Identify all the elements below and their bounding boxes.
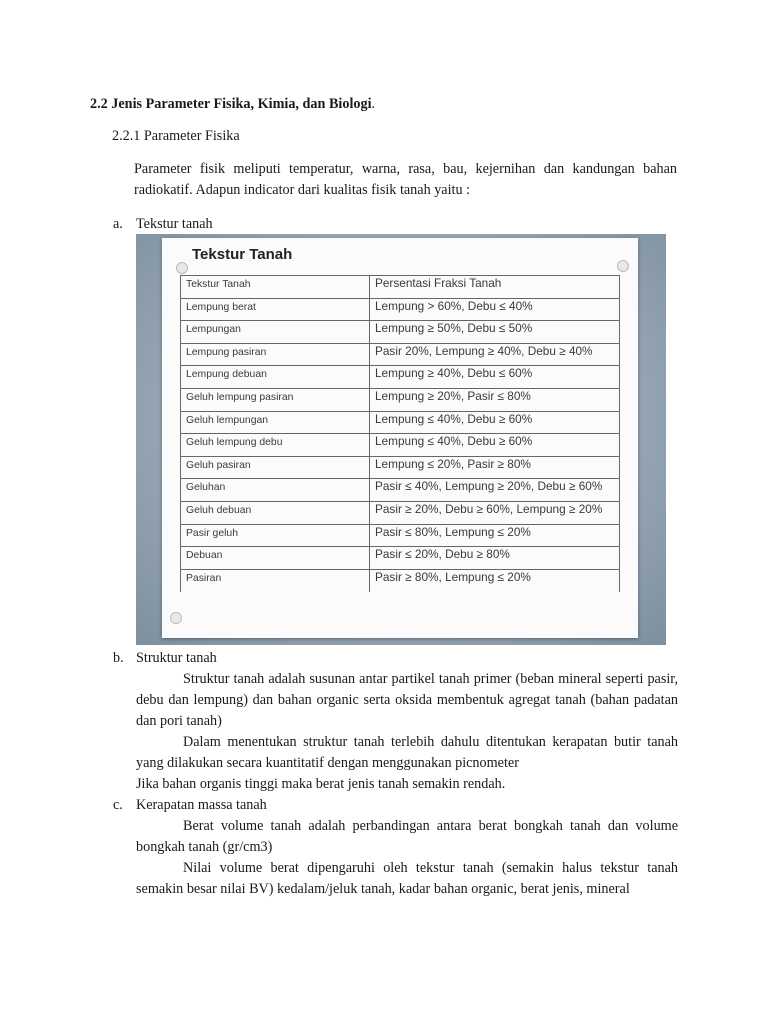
item-title-kerapatan: Kerapatan massa tanah [136,797,267,813]
table-cell: Pasir ≤ 40%, Lempung ≥ 20%, Debu ≥ 60% [370,479,620,502]
table-row [181,343,620,366]
table-cell: Pasir ≤ 80%, Lempung ≤ 20% [370,524,620,547]
item-title-tekstur: Tekstur tanah [136,216,213,232]
table-cell: Lempung ≤ 20%, Pasir ≥ 80% [370,456,620,479]
table-cell: Lempung berat [181,298,370,321]
item-title-struktur: Struktur tanah [136,650,217,666]
table-row [181,501,620,524]
table-row [181,569,620,592]
table-row [181,479,620,502]
table-cell: Lempung > 60%, Debu ≤ 40% [370,298,620,321]
table-cell: Geluh lempung pasiran [181,388,370,411]
pin-icon [176,262,188,274]
list-marker-b: b. [113,650,124,666]
table-cell: Lempung ≥ 20%, Pasir ≤ 80% [370,388,620,411]
table-row [181,524,620,547]
table-cell: Debuan [181,547,370,570]
table-cell: Pasir ≤ 20%, Debu ≥ 80% [370,547,620,570]
table-cell: Lempung debuan [181,366,370,389]
kerapatan-paragraph-1: Berat volume tanah adalah perbandingan antara berat bongkah tanah dan volume bongkah tanah (gr/cm3) [136,818,678,855]
table-cell: Lempung ≥ 40%, Debu ≤ 60% [370,366,620,389]
pin-icon [170,612,182,624]
table-header-cell: Tekstur Tanah [181,276,370,299]
list-marker-a: a. [113,216,123,232]
section-heading: 2.2 Jenis Parameter Fisika, Kimia, dan Biologi. [90,96,376,112]
table-header-row [181,276,620,299]
kerapatan-paragraph-2: Nilai volume berat dipengaruhi oleh tekstur tanah (semakin halus tekstur tanah semakin besar nilai BV) kedalam/jeluk tanah, kadar bahan organic, berat jenis, mineral [136,860,678,897]
table-row [181,434,620,457]
tekstur-table [180,275,620,592]
table-cell: Geluhan [181,479,370,502]
subsection-heading: 2.2.1 Parameter Fisika [112,128,240,144]
table-cell: Pasir 20%, Lempung ≥ 40%, Debu ≥ 40% [370,343,620,366]
table-cell: Geluh lempung debu [181,434,370,457]
struktur-paragraph-1: Struktur tanah adalah susunan antar partikel tanah primer (beban mineral seperti pasir, debu dan lempung) dan bahan organic serta oksida membentuk agregat tanah (bahan padatan dan pori tanah) [136,671,678,729]
table-cell: Lempung ≥ 50%, Debu ≤ 50% [370,321,620,344]
tekstur-tanah-figure [136,234,666,645]
struktur-paragraph-2: Dalam menentukan struktur tanah terlebih dahulu ditentukan kerapatan butir tanah yang dilakukan secara kuantitatif dengan menggunakan picnometer [136,734,678,771]
table-row [181,411,620,434]
table-cell: Lempungan [181,321,370,344]
table-row [181,547,620,570]
table-cell: Lempung ≤ 40%, Debu ≥ 60% [370,411,620,434]
table-row [181,388,620,411]
table-row [181,298,620,321]
struktur-paragraph-3: Jika bahan organis tinggi maka berat jenis tanah semakin rendah. [136,776,506,792]
pin-icon [617,260,629,272]
table-cell: Lempung pasiran [181,343,370,366]
table-cell: Geluh lempungan [181,411,370,434]
table-row [181,366,620,389]
table-cell: Pasiran [181,569,370,592]
table-cell: Pasir ≥ 80%, Lempung ≤ 20% [370,569,620,592]
table-cell: Pasir geluh [181,524,370,547]
table-cell: Pasir ≥ 20%, Debu ≥ 60%, Lempung ≥ 20% [370,501,620,524]
table-header-cell: Persentasi Fraksi Tanah [370,276,620,299]
intro-paragraph: Parameter fisik meliputi temperatur, warna, rasa, bau, kejernihan dan kandungan bahan radiokatif. Adapun indicator dari kualitas fisik tanah yaitu : [134,161,677,198]
table-cell: Geluh debuan [181,501,370,524]
table-cell: Geluh pasiran [181,456,370,479]
table-row [181,321,620,344]
table-cell: Lempung ≤ 40%, Debu ≥ 60% [370,434,620,457]
figure-title: Tekstur Tanah [192,246,293,263]
list-marker-c: c. [113,797,123,813]
table-row [181,456,620,479]
